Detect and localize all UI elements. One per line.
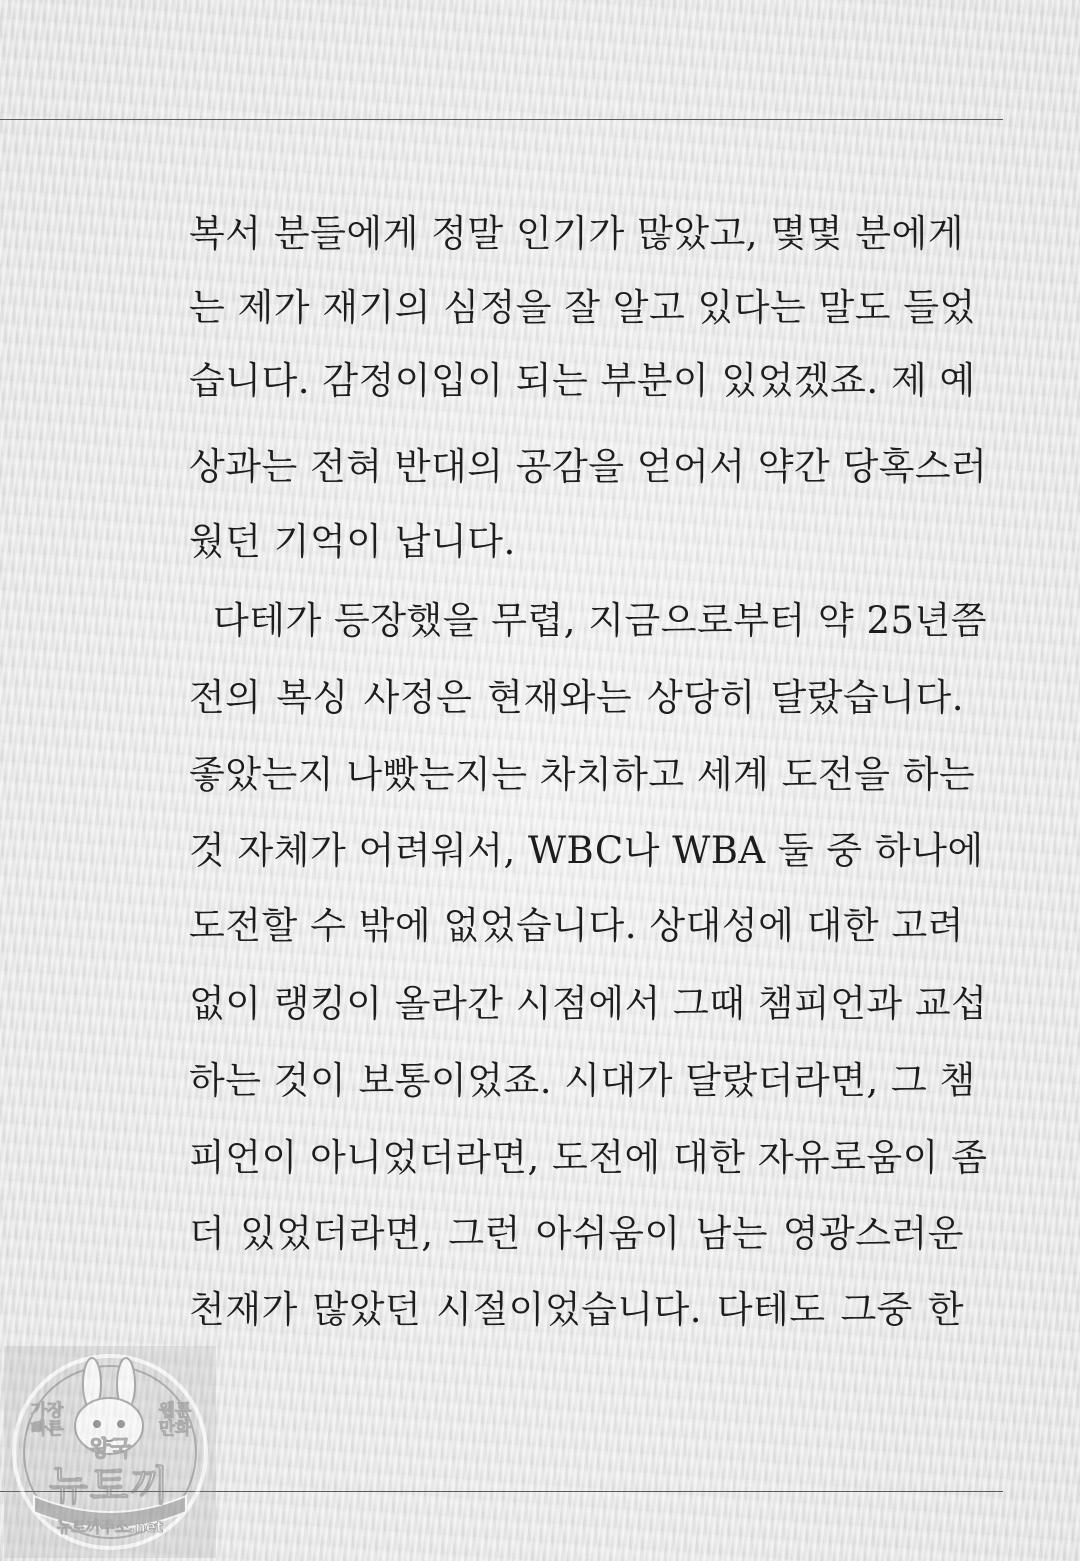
text-line: 없이 랭킹이 올라간 시점에서 그때 챔피언과 교섭 (189, 982, 988, 1025)
watermark-tagline-left: 가장 빠른 (30, 1401, 64, 1439)
text-line: 피언이 아니었더라면, 도전에 대한 자유로움이 좀 (189, 1136, 988, 1179)
text-line: 것 자체가 어려워서, WBC나 WBA 둘 중 하나에 (189, 829, 984, 872)
text-line: 도전할 수 밖에 없었습니다. 상대성에 대한 고려 (189, 904, 964, 947)
text-line: 더 있었더라면, 그런 아쉬움이 남는 영광스러운 (189, 1212, 964, 1255)
watermark-tagline-right: 웹툰 만화 (158, 1401, 192, 1439)
text-line: 상과는 전혀 반대의 공감을 얻어서 약간 당혹스러 (189, 445, 988, 488)
site-watermark (4, 1346, 216, 1558)
text-line: 전의 복싱 사정은 현재와는 상당히 달랐습니다. (189, 676, 964, 719)
text-line: 습니다. 감정이입이 되는 부분이 있었겠죠. 제 예 (189, 359, 976, 402)
watermark-brand: 뉴토끼 (49, 1463, 171, 1509)
top-divider (0, 119, 1003, 120)
text-line: 복서 분들에게 정말 인기가 많았고, 몇몇 분에게 (189, 212, 964, 255)
text-line: 천재가 많았던 시절이었습니다. 다테도 그중 한 (189, 1288, 964, 1331)
watermark-url: 뉴토끼주소.net (56, 1518, 164, 1536)
text-line: 는 제가 재기의 심정을 잘 알고 있다는 말도 들었 (189, 286, 976, 329)
watermark-kingdom: 왕국 (88, 1437, 132, 1462)
paragraph-start-line: 다테가 등장했을 무렵, 지금으로부터 약 25년쯤 (213, 599, 988, 642)
text-line: 하는 것이 보통이었죠. 시대가 달랐더라면, 그 챔 (189, 1059, 976, 1102)
text-line: 웠던 기억이 납니다. (189, 520, 516, 563)
text-line: 좋았는지 나빴는지는 차치하고 세계 도전을 하는 (189, 753, 976, 796)
